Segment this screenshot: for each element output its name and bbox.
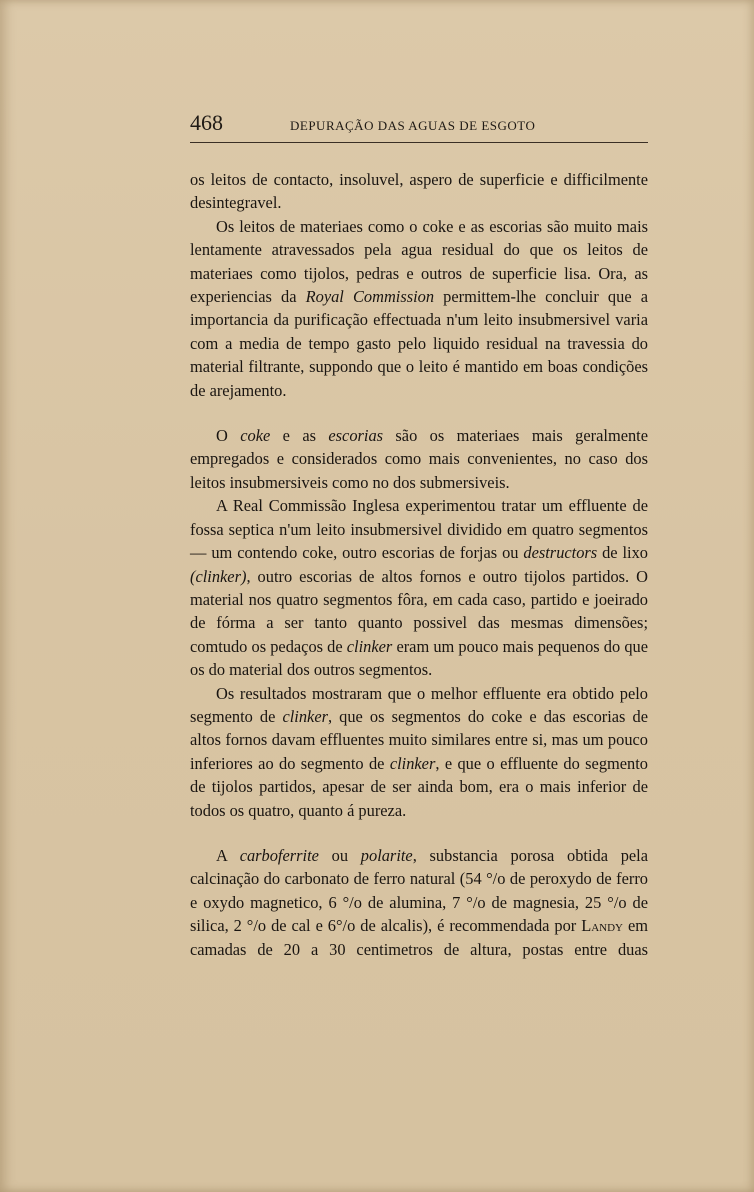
italic-text-run: (clinker) [190,566,247,586]
paragraph-6 [190,844,648,961]
text-run: em camadas de 20 a 30 centimetros de altura, postas entre duas [190,916,649,959]
text-run: A Real Commissão Inglesa experimentou tratar um effluente de fossa septica n'um leito insubmersivel dividido em quatro segmentos — um contendo coke, outro escorias de forjas ou [190,496,648,563]
text-run: permittem-lhe concluir que a importancia da purificação effectuada n'um leito insubmersivel varia com a media de tempo gasto pelo liquido residual na travessia do material filtrante, suppondo que o leito é mantido em boas condições de arejamento. [190,287,648,400]
paragraph-3 [190,424,648,494]
text-run: , outro escorias de altos fornos e outro tijolos partidos. O material nos quatro segmentos fôra, em cada caso, partido e joeirado de fórma a ser tanto quanto possivel das mesmas dimensões; comtudo os pedaços de [190,566,648,656]
text-run: e as [270,426,329,446]
text-run: O [216,426,241,446]
italic-text-run: destructors [523,543,598,563]
italic-text-run: carboferrite [239,845,319,865]
text-run: , substancia porosa obtida pela calcinação do carbonato de ferro natural (54 °/o de peroxydo de ferro e oxydo magnetico, 6 °/o de alumina, 7 °/o de magnesia, 25 °/o de silica, 2 °/o de cal e 6°/o de alcalis), é recommendada por [190,845,649,936]
text-run: os leitos de contacto, insoluvel, aspero de superficie e difficilmente desintegravel. [190,170,648,213]
text-run: Os leitos de materiaes como o coke e as escorias são muito mais lentamente atravessados pela agua residual do que os leitos de materiaes como tijolos, pedras e outros de superficie lisa. Ora, as experiencias da [190,216,648,307]
running-title: DEPURAÇÃO DAS AGUAS DE ESGOTO [290,118,536,133]
page-header [190,110,648,143]
section-gap [190,402,648,424]
text-run: A [216,845,240,865]
italic-text-run: clinker [282,706,328,726]
paragraph-5 [190,682,648,822]
italic-text-run: polarite [360,845,413,865]
text-run: de lixo [597,543,649,563]
italic-text-run: clinker [389,753,436,773]
text-run: , que os segmentos do coke e das escorias de altos fornos davam effluentes muito similares entre si, mas um pouco inferiores ao do segmento de [190,706,648,773]
text-run: eram um pouco mais pequenos do que os do material dos outros segmentos. [190,636,648,680]
body-text [190,168,648,961]
text-run: , e que o effluente do segmento de tijolos partidos, apesar de ser ainda bom, era o mais inferior de todos os quatro, quanto á pureza. [190,753,648,820]
smallcaps-text-run: Landy [581,916,624,936]
paragraph-4 [190,494,648,681]
italic-text-run: coke [240,426,271,446]
section-gap [190,822,648,844]
italic-text-run: Royal Commission [305,287,435,307]
italic-text-run: clinker [346,636,393,656]
text-run: são os materiaes mais geralmente empregados e considerados como mais convenientes, no caso dos leitos insubmersiveis como no dos submersiveis. [190,426,648,492]
text-run: ou [318,845,361,865]
text-run: Os resultados mostraram que o melhor effluente era obtido pelo segmento de [190,683,648,726]
paragraph-1 [190,168,648,215]
paragraph-2 [190,215,648,402]
page-number: 468 [190,110,223,135]
italic-text-run: escorias [328,426,384,446]
